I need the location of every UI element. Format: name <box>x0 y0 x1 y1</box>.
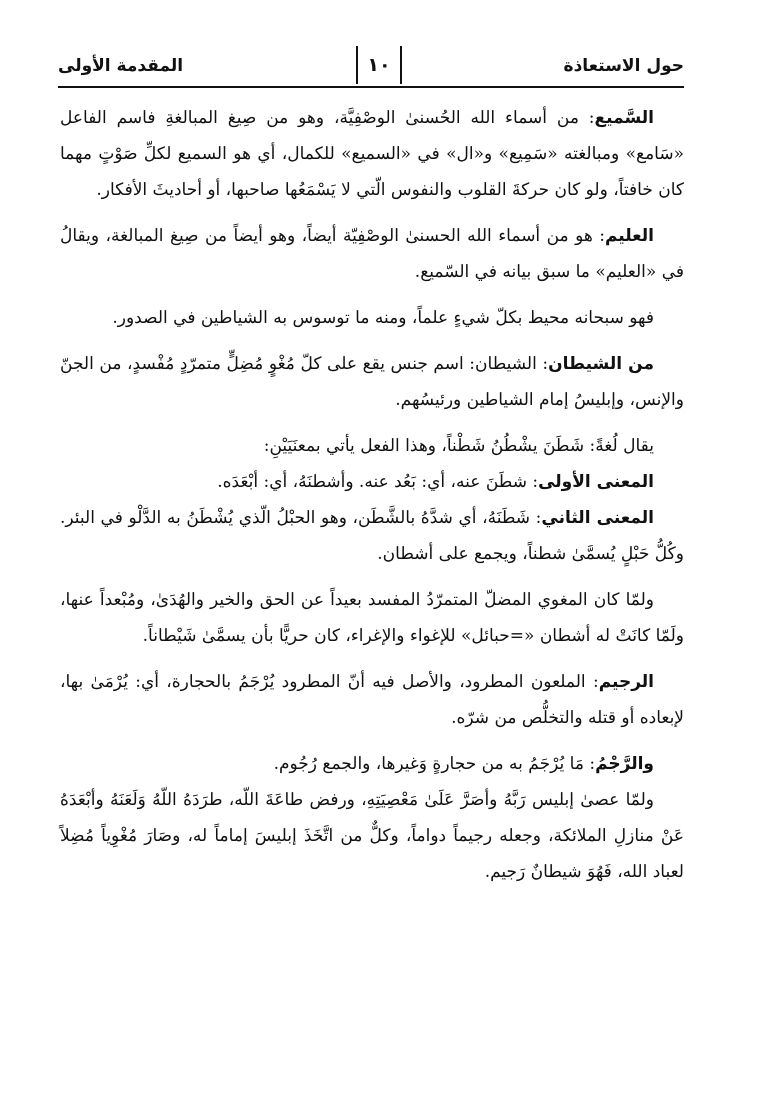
paragraph-text: فهو سبحانه محيط بكلّ شيءٍ علماً، ومنه ما توسوس به الشياطين في الصدور. <box>112 308 654 328</box>
paragraph-shaytan <box>60 346 684 418</box>
paragraph-text: : شَطَنَهُ، أي شدَّهُ بالشَّطَن، وهو الحبْلُ الّذي يُشْطَنُ به الدَّلْو في البئر. وكُلُّ حَبْلٍ يُسمَّىٰ شطناً، ويجمع على أشطان. <box>60 508 684 564</box>
paragraph-text: : الملعون المطرود، والأصل فيه أنّ المطرود يُرْجَمُ بالحجارة، أي: يُرْمَىٰ بها، لإبعاده أو قتله والتخلُّص من شرّه. <box>60 672 684 728</box>
term-samee: السَّميع <box>594 108 654 128</box>
paragraph-iblis <box>60 782 684 890</box>
paragraph-meaning-two <box>60 500 684 572</box>
paragraph-rajm <box>60 746 684 782</box>
term-shaytan: من الشيطان <box>548 354 654 374</box>
paragraph-text: : الشيطان: اسم جنس يقع على كلّ مُغْوٍ مُضِلٍّ متمرّدٍ مُفْسدٍ، من الجنّ والإنس، وإبليسُ إمام الشياطين ورئيسُهم. <box>60 354 684 410</box>
paragraph-text: ولمّا عصىٰ إبليس رَبَّهُ وأصَرَّ عَلَىٰ مَعْصِيَتِهِ، ورفض طاعَةَ اللّه، طرَدَهُ اللّهُ وَلَعَنَهُ وأبْعَدَهُ عَنْ منازلِ الملائكة، وجعله رجيماً دواماً، وكلٌّ من اتَّخَذَ إبليسَ إماماً له، وصَارَ مُغْوِياً مُضِلاً لعباد الله، فَهُوَ شيطانٌ رَجيم. <box>60 790 684 882</box>
term-meaning-one: المعنى الأولى <box>538 472 654 492</box>
paragraph-mughwi <box>60 582 684 654</box>
paragraph-text: ولمّا كان المغوي المضلّ المتمرّدُ المفسد بعيداً عن الحق والخير والهُدَىٰ، ومُبْعداً عنها، ولَمّا كانَتْ له أشطان «=حبائل» للإغواء والإغراء، كان حريًّا بأن يسمَّىٰ شَيْطاناً. <box>60 590 684 646</box>
term-rajm: والرَّجْمُ <box>595 754 654 774</box>
paragraph-aleem <box>60 218 684 290</box>
page-header <box>58 40 684 86</box>
paragraph-text: : شطَنَ عنه، أي: بَعُد عنه. وأشطنَهُ، أي: أبْعَدَه. <box>217 472 539 492</box>
term-meaning-two: المعنى الثاني <box>541 508 654 528</box>
term-rajeem: الرجيم <box>598 672 654 692</box>
paragraph-text: : مَا يُرْجَمُ به من حجارةٍ وَغيرها، والجمع رُجُوم. <box>273 754 596 774</box>
page-body <box>60 100 684 890</box>
paragraph-text: يقال لُغةً: شَطَنَ يشْطُنُ شَطْناً، وهذا الفعل يأتي بمعنَيَيْنِ: <box>263 436 654 456</box>
header-divider <box>58 86 684 88</box>
section-title: المقدمة الأولى <box>58 56 184 76</box>
paragraph-rajeem <box>60 664 684 736</box>
paragraph-lugha <box>60 428 684 464</box>
paragraph-text: : هو من أسماء الله الحسنىٰ الوصْفِيّة أيضاً، وهو أيضاً من صِيغ المبالغة، ويقالُ في «العليم» ما سبق بيانه في السّميع. <box>60 226 684 282</box>
paragraph-text: : من أسماء الله الحُسنىٰ الوصْفِيَّة، وهو من صِيغ المبالغةِ فاسم الفاعل «سَامع» ومبالغته «سَمِيع» و«ال» في «السميع» للكمال، أي هو السميع لكلِّ صَوْتٍ مهما كان خافتاً، ولو كان حركةَ القلوب والنفوس الّتي لا يَسْمَعُها صاحبها، أو أحاديثَ الأفكار. <box>60 108 684 200</box>
paragraph-samee <box>60 100 684 208</box>
chapter-title: حول الاستعاذة <box>563 56 684 76</box>
paragraph-ilm <box>60 300 684 336</box>
page-number: ١٠ <box>356 46 402 84</box>
term-aleem: العليم <box>604 226 654 246</box>
paragraph-meaning-one <box>60 464 684 500</box>
